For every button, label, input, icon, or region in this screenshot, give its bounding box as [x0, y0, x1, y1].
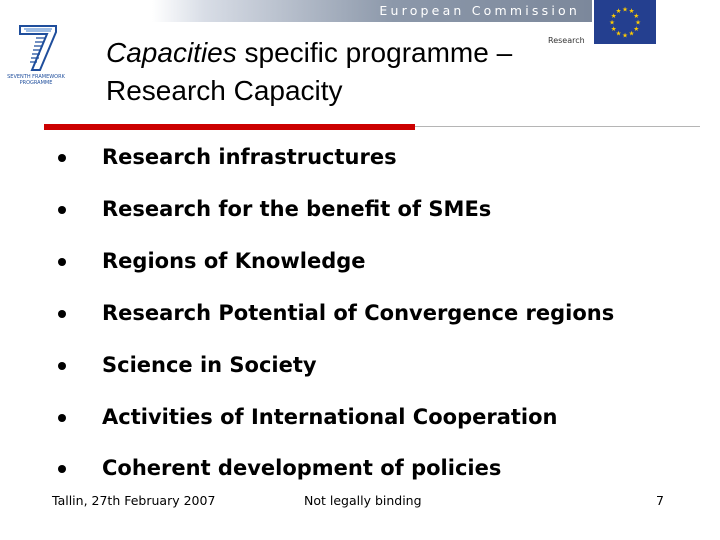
bullet-text: Science in Society — [102, 353, 317, 377]
eu-star-icon: ★ — [633, 11, 640, 20]
bullet-dot-icon — [58, 362, 66, 370]
bullet-text: Research Potential of Convergence regions — [102, 301, 615, 325]
slide-title — [106, 34, 586, 110]
bullet-dot-icon — [58, 154, 66, 162]
bullet-text: Regions of Knowledge — [102, 249, 366, 273]
bullet-item — [58, 454, 698, 484]
eu-star-icon: ★ — [615, 7, 622, 15]
european-commission-banner — [152, 0, 592, 22]
eu-star-icon: ★ — [635, 18, 641, 27]
bullet-dot-icon — [58, 465, 66, 473]
eu-star-icon: ★ — [628, 7, 635, 15]
eu-stars-icon — [594, 0, 656, 44]
title-accent-bar — [44, 124, 415, 130]
bullet-dot-icon — [58, 206, 66, 214]
eu-star-icon: ★ — [628, 29, 635, 38]
bullet-dot-icon — [58, 414, 66, 422]
research-label: Research — [548, 36, 585, 45]
bullet-text: Activities of International Cooperation — [102, 405, 558, 429]
bullet-item — [58, 247, 698, 277]
eu-star-icon: ★ — [622, 5, 628, 14]
title-italic-word: Capacities — [106, 37, 237, 68]
fp7-seven-icon — [6, 18, 66, 90]
eu-star-icon: ★ — [610, 24, 617, 33]
eu-star-icon: ★ — [622, 31, 628, 40]
eu-flag-logo — [594, 0, 656, 44]
eu-star-icon: ★ — [609, 18, 615, 27]
title-rest: specific programme – — [236, 37, 513, 68]
eu-star-icon: ★ — [610, 11, 617, 20]
fp7-logo-line2: PROGRAMME — [19, 80, 53, 86]
bullet-text: Coherent development of policies — [102, 456, 502, 480]
eu-star-icon: ★ — [615, 29, 622, 38]
footer-location-date: Tallin, 27th February 2007 — [52, 493, 216, 508]
slide-title-line1 — [106, 34, 586, 72]
fp7-logo-line1: SEVENTH FRAMEWORK — [7, 74, 65, 80]
bullet-item — [58, 195, 698, 225]
bullet-item — [58, 403, 698, 433]
fp7-logo — [6, 18, 66, 90]
footer-page-number: 7 — [656, 493, 664, 508]
bullet-dot-icon — [58, 310, 66, 318]
eu-star-icon: ★ — [633, 24, 640, 33]
bullet-text: Research for the benefit of SMEs — [102, 197, 492, 221]
bullet-dot-icon — [58, 258, 66, 266]
banner-text: European Commission — [379, 3, 580, 18]
bullet-item — [58, 299, 698, 329]
slide-title-line2: Research Capacity — [106, 75, 343, 106]
bullet-text: Research infrastructures — [102, 145, 397, 169]
bullet-item — [58, 143, 698, 173]
footer-disclaimer: Not legally binding — [304, 493, 422, 508]
bullet-item — [58, 351, 698, 381]
